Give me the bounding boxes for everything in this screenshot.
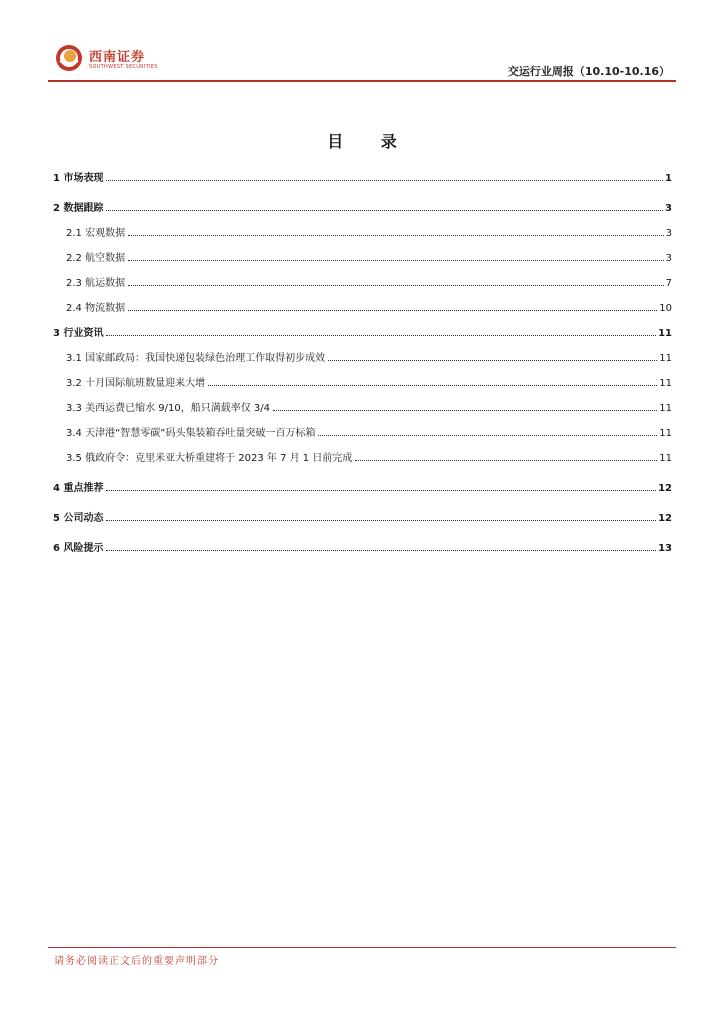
- toc-entry-label: 2.1 宏观数据: [66, 228, 126, 239]
- toc-entry-label: 4 重点推荐: [53, 483, 104, 494]
- dot-leader: [273, 410, 657, 411]
- toc-entry[interactable]: [53, 276, 672, 291]
- toc-entry[interactable]: [53, 541, 672, 556]
- dot-leader: [328, 360, 657, 361]
- company-logo: [55, 44, 225, 74]
- report-title: 交运行业周报（10.10-10.16）: [507, 65, 670, 78]
- dot-leader: [106, 520, 656, 521]
- logo-emblem-icon: [55, 44, 83, 72]
- toc-entry-page: 12: [658, 513, 672, 524]
- toc-entry-label: 2.4 物流数据: [66, 303, 126, 314]
- toc-entry-page: 7: [665, 278, 672, 289]
- toc-entry-label: 3 行业资讯: [53, 328, 104, 339]
- toc-entry-page: 11: [659, 403, 672, 414]
- toc-entry[interactable]: [53, 481, 672, 496]
- toc-entry[interactable]: [53, 401, 672, 416]
- toc-entry[interactable]: [53, 376, 672, 391]
- toc-entry-label: 3.3 美西运费已缩水 9/10，船只满载率仅 3/4: [66, 403, 270, 414]
- footer-divider: [48, 947, 676, 948]
- toc-entry-label: 1 市场表现: [53, 173, 104, 184]
- toc-entry-label: 3.4 天津港“智慧零碳”码头集装箱吞吐量突破一百万标箱: [66, 428, 316, 439]
- toc-entry[interactable]: [53, 301, 672, 316]
- dot-leader: [208, 385, 657, 386]
- toc-entry-page: 3: [665, 253, 672, 264]
- toc-entry[interactable]: [53, 426, 672, 441]
- toc-entry[interactable]: [53, 201, 672, 216]
- toc-entry-page: 11: [659, 378, 672, 389]
- toc-entry[interactable]: [53, 226, 672, 241]
- page-header: [0, 0, 724, 84]
- toc-entry-page: 11: [659, 353, 672, 364]
- dot-leader: [106, 335, 656, 336]
- toc-entry[interactable]: [53, 171, 672, 186]
- dot-leader: [128, 310, 657, 311]
- toc-entry-label: 3.5 俄政府令：克里米亚大桥重建将于 2023 年 7 月 1 日前完成: [66, 453, 353, 464]
- footer-disclaimer: 请务必阅读正文后的重要声明部分: [54, 956, 219, 967]
- dot-leader: [106, 490, 656, 491]
- toc-entry-page: 3: [665, 203, 672, 214]
- dot-leader: [355, 460, 657, 461]
- toc-entry-page: 11: [659, 453, 672, 464]
- dot-leader: [106, 180, 663, 181]
- toc-entry-label: 3.2 十月国际航班数量迎来大增: [66, 378, 206, 389]
- toc-entry[interactable]: [53, 351, 672, 366]
- dot-leader: [106, 550, 656, 551]
- toc-entry-page: 13: [658, 543, 672, 554]
- toc-entry-page: 11: [659, 428, 672, 439]
- dot-leader: [128, 285, 664, 286]
- dot-leader: [106, 210, 663, 211]
- toc-entry[interactable]: [53, 251, 672, 266]
- dot-leader: [128, 235, 664, 236]
- logo-chinese-name: 西南证券: [89, 50, 146, 65]
- toc-entry-page: 10: [659, 303, 672, 314]
- dot-leader: [318, 435, 657, 436]
- toc-entry-page: 12: [658, 483, 672, 494]
- toc-entry[interactable]: [53, 326, 672, 341]
- header-divider: [48, 80, 676, 82]
- toc-entry-page: 1: [665, 173, 672, 184]
- toc-entry[interactable]: [53, 451, 672, 466]
- toc-entry-page: 3: [665, 228, 672, 239]
- toc-entry-page: 11: [658, 328, 672, 339]
- toc-entry-label: 2.2 航空数据: [66, 253, 126, 264]
- toc-entry-label: 2.3 航运数据: [66, 278, 126, 289]
- toc-entry-label: 3.1 国家邮政局：我国快递包装绿色治理工作取得初步成效: [66, 353, 326, 364]
- toc-entry-label: 2 数据跟踪: [53, 203, 104, 214]
- toc-entry-label: 6 风险提示: [53, 543, 104, 554]
- toc-heading: 目 录: [327, 132, 413, 151]
- dot-leader: [128, 260, 664, 261]
- table-of-contents: [53, 171, 672, 556]
- toc-entry[interactable]: [53, 511, 672, 526]
- toc-entry-label: 5 公司动态: [53, 513, 104, 524]
- logo-english-name: SOUTHWEST SECURITIES: [89, 64, 158, 70]
